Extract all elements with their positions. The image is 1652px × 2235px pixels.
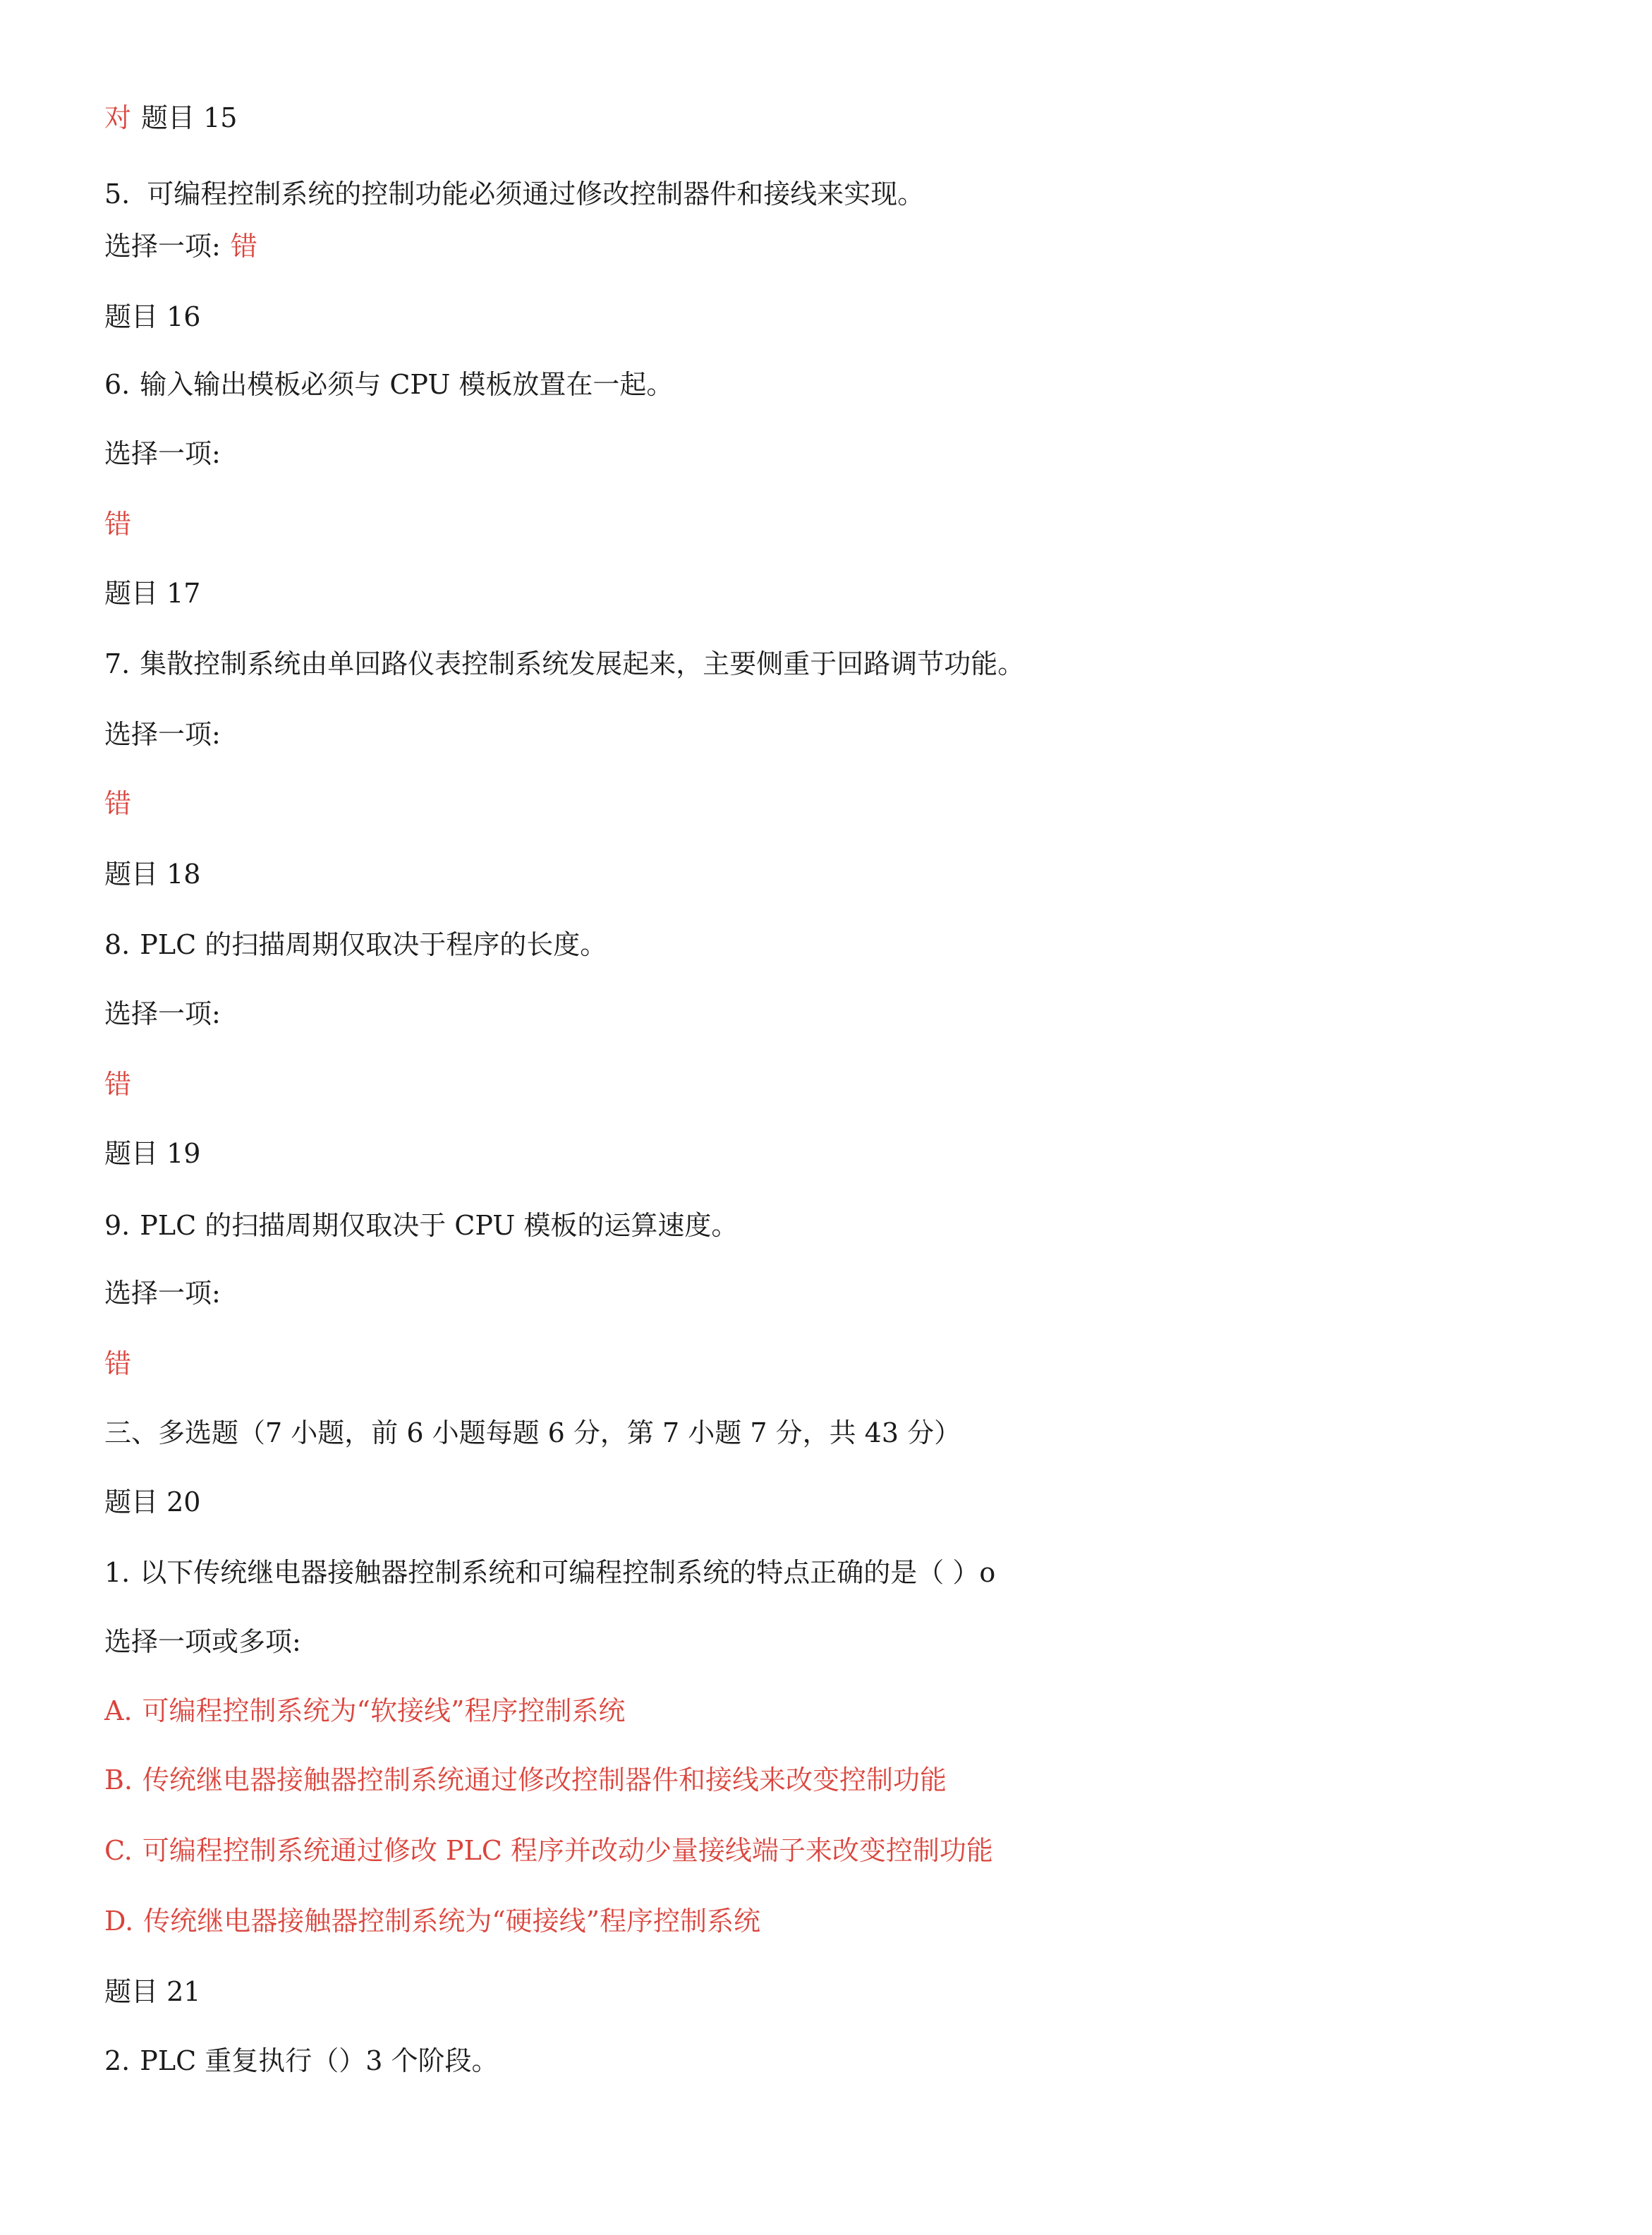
- question-20-text: 以下传统继电器接触器控制系统和可编程控制系统的特点正确的是（ ）o: [140, 1557, 996, 1588]
- question-17-number: 7.: [104, 648, 130, 679]
- question-16-number: 6.: [104, 369, 130, 400]
- question-16-text: 输入输出模板必须与 CPU 模板放置在一起。: [140, 369, 674, 400]
- option-text: 可编程控制系统通过修改 PLC 程序并改动少量接线端子来改变控制功能: [142, 1835, 993, 1866]
- question-20-prompt: 选择一项或多项:: [104, 1626, 301, 1657]
- option-letter: A.: [104, 1695, 133, 1726]
- question-15-answer: 错: [230, 231, 257, 262]
- question-20-option-d: [104, 1903, 760, 1939]
- question-17-answer: 错: [104, 788, 132, 819]
- previous-answer: 对: [104, 102, 132, 133]
- option-letter: C.: [104, 1835, 133, 1866]
- question-18-heading: 题目 18: [104, 859, 201, 890]
- question-16-heading: 题目 16: [104, 301, 201, 332]
- question-16-prompt: 选择一项:: [104, 438, 221, 469]
- question-19-number: 9.: [104, 1210, 130, 1241]
- question-15-prompt: 选择一项:: [104, 231, 221, 262]
- question-18-prompt: 选择一项:: [104, 998, 221, 1029]
- question-17-prompt: 选择一项:: [104, 719, 221, 750]
- section-3-title: 三、多选题（7 小题，前 6 小题每题 6 分，第 7 小题 7 分，共 43 分）: [104, 1417, 961, 1448]
- option-text: 可编程控制系统为“软接线”程序控制系统: [142, 1695, 626, 1726]
- question-21-number: 2.: [104, 2045, 130, 2076]
- question-20-option-b: [104, 1762, 947, 1798]
- question-15-heading: 题目 15: [141, 102, 238, 133]
- question-20-heading: 题目 20: [104, 1486, 201, 1518]
- question-16-stem: [104, 367, 673, 402]
- question-16-answer: 错: [104, 509, 132, 540]
- question-20-option-a: [104, 1693, 625, 1728]
- question-15-prompt-line: [104, 229, 257, 264]
- question-21-text: PLC 重复执行（）3 个阶段。: [140, 2045, 499, 2076]
- option-letter: D.: [104, 1906, 134, 1937]
- question-15-heading-line: [104, 100, 237, 135]
- question-18-answer: 错: [104, 1069, 132, 1100]
- option-letter: B.: [104, 1764, 133, 1795]
- question-21-stem: [104, 2043, 498, 2078]
- question-17-stem: [104, 646, 1024, 682]
- question-18-stem: [104, 927, 607, 962]
- question-19-stem: [104, 1208, 738, 1243]
- question-18-number: 8.: [104, 929, 130, 960]
- option-text: 传统继电器接触器控制系统通过修改控制器件和接线来改变控制功能: [142, 1764, 947, 1795]
- question-15-text: 可编程控制系统的控制功能必须通过修改控制器件和接线来实现。: [147, 178, 925, 210]
- question-19-heading: 题目 19: [104, 1138, 201, 1169]
- question-17-text: 集散控制系统由单回路仪表控制系统发展起来，主要侧重于回路调节功能。: [140, 648, 1025, 679]
- question-19-text: PLC 的扫描周期仅取决于 CPU 模板的运算速度。: [140, 1210, 739, 1241]
- question-19-prompt: 选择一项:: [104, 1278, 221, 1309]
- question-20-option-c: [104, 1833, 993, 1868]
- option-text: 传统继电器接触器控制系统为“硬接线”程序控制系统: [143, 1906, 761, 1937]
- question-18-text: PLC 的扫描周期仅取决于程序的长度。: [140, 929, 607, 960]
- question-15-number: 5.: [104, 178, 130, 210]
- question-19-answer: 错: [104, 1348, 132, 1379]
- question-15-stem: [104, 176, 924, 212]
- question-21-heading: 题目 21: [104, 1976, 201, 2007]
- question-20-number: 1.: [104, 1557, 130, 1588]
- question-20-stem: [104, 1555, 995, 1590]
- question-17-heading: 题目 17: [104, 578, 201, 609]
